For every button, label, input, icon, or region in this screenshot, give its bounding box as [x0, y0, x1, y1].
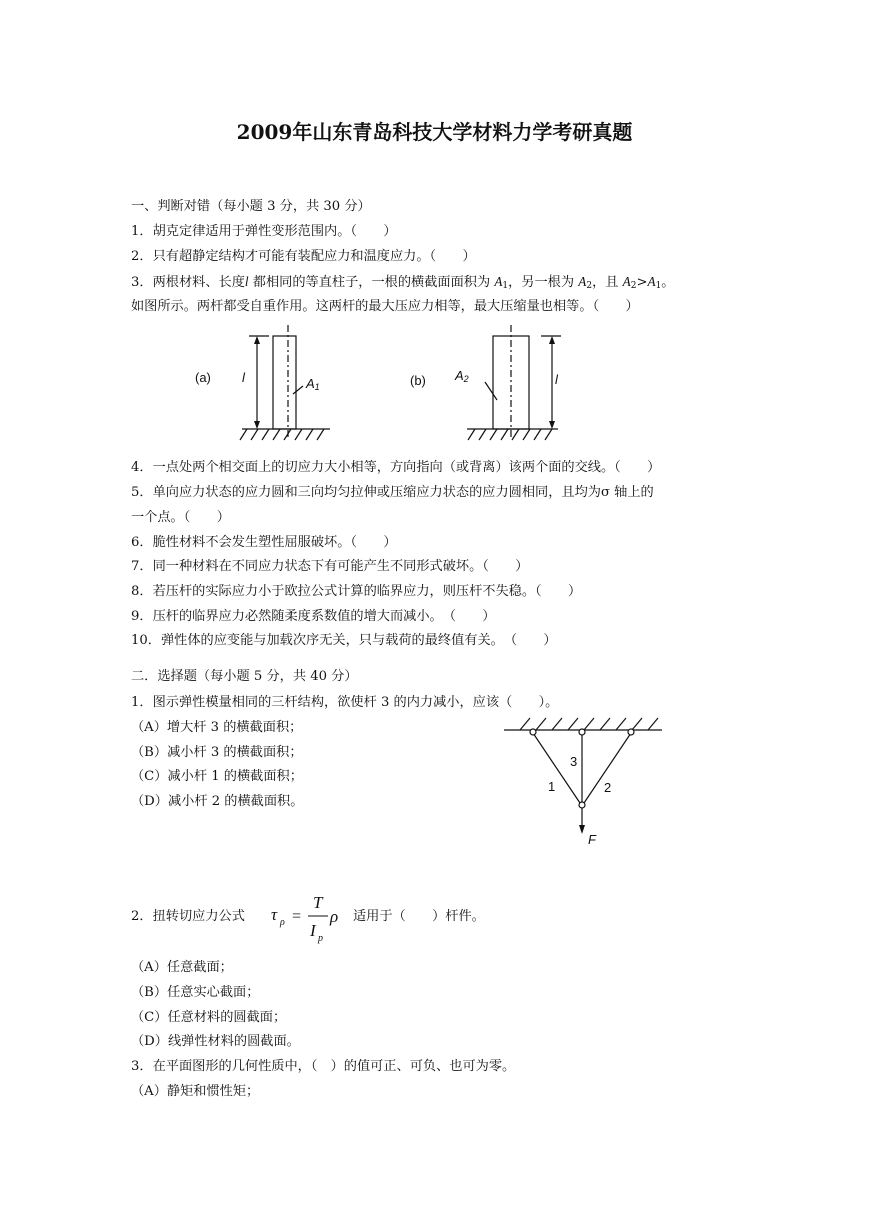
force-arrow-head	[579, 825, 585, 834]
s2-q1-option-c: （C）减小杆 1 的横截面积；	[131, 769, 303, 784]
s1-item-3-part5: ，且	[592, 275, 623, 290]
leader-a1	[293, 386, 303, 394]
formula-I: I	[310, 921, 316, 940]
s1-item-3-A1b-sub: 1	[655, 281, 662, 291]
column-a	[273, 336, 296, 429]
s1-item-3	[131, 273, 674, 295]
s2-q3: 3．在平面图形的几何性质中，（ ）的值可正、可负、也可为零。	[131, 1059, 516, 1074]
label-a: (a)	[195, 370, 211, 385]
s1-item-3-cont: 如图所示。两杆都受自重作用。这两杆的最大压应力相等，最大压缩量也相等。（ ）	[131, 299, 639, 314]
s2-q1: 1．图示弹性模量相同的三杆结构，欲使杆 3 的内力减小，应该（ ）。	[131, 695, 559, 710]
figure-columns	[185, 322, 565, 447]
s1-item-4: 4．一点处两个相交面上的切应力大小相等，方向指向（或背离）该两个面的交线。（ ）	[131, 460, 661, 475]
s2-q2-before: 2．扭转切应力公式	[131, 909, 245, 924]
s1-item-3-A2b-sub: 2	[630, 281, 637, 291]
s1-item-3-part3: 都相同的等直柱子，一根的横截面面积为	[248, 275, 495, 290]
area-a1: A1	[306, 376, 320, 392]
s2-q1-option-b: （B）减小杆 3 的横截面积；	[131, 745, 303, 760]
section2-header: 二．选择题（每小题 5 分，共 40 分）	[131, 669, 358, 684]
s1-item-3-A1b: A	[647, 274, 656, 289]
s1-item-3-A2: A	[578, 274, 587, 289]
s1-item-6: 6．脆性材料不会发生塑性屈服破坏。（ ）	[131, 535, 397, 550]
pin-left	[530, 729, 536, 735]
formula-tau-sub: ρ	[280, 917, 285, 928]
s1-item-3-A1-sub: 1	[502, 281, 509, 291]
s1-item-3-gt: >	[636, 275, 648, 290]
formula-rho: ρ	[330, 907, 339, 926]
s1-item-3-A1: A	[494, 274, 503, 289]
formula-eq: =	[292, 908, 302, 925]
label-b: (b)	[410, 373, 426, 388]
s2-q2-option-c: （C）任意材料的圆截面；	[131, 1010, 287, 1025]
s1-item-3-part1: 3．两根材料、长度	[131, 275, 245, 290]
length-a: l	[242, 370, 245, 385]
ceiling-hatch	[520, 718, 658, 730]
s2-q1-option-a: （A）增大杆 3 的横截面积；	[131, 720, 303, 735]
formula-T: T	[313, 893, 323, 912]
page-title: 2009年山东青岛科技大学材料力学考研真题	[236, 120, 633, 144]
s1-item-3-A2b: A	[622, 274, 631, 289]
leader-a2	[485, 382, 497, 400]
s2-q2-option-b: （B）任意实心截面；	[131, 985, 260, 1000]
s1-item-10: 10．弹性体的应变能与加载次序无关，只与载荷的最终值有关。 （ ）	[131, 633, 557, 648]
ground-a-hatch	[240, 429, 324, 440]
formula-tau: τ	[271, 905, 278, 924]
ground-b-hatch	[468, 429, 552, 440]
pin-joint	[579, 802, 585, 808]
s1-item-9: 9．压杆的临界应力必然随柔度系数值的增大而减小。 （ ）	[131, 609, 496, 624]
formula-I-sub: p	[318, 933, 323, 944]
s1-item-7: 7．同一种材料在不同应力状态下有可能产生不同形式破坏。（ ）	[131, 559, 529, 574]
s1-item-3-end: 。	[661, 275, 675, 290]
dim-arrows	[254, 336, 555, 429]
s1-item-8: 8．若压杆的实际应力小于欧拉公式计算的临界应力，则压杆不失稳。（ ）	[131, 584, 582, 599]
force-label: F	[588, 832, 596, 847]
s1-item-3-l: l	[244, 274, 249, 289]
pin-right	[628, 729, 634, 735]
s1-item-3-part4: ，另一根为	[508, 275, 579, 290]
section1-header: 一、判断对错（每小题 3 分，共 30 分）	[131, 199, 371, 214]
s2-q3-option-a: （A）静矩和惯性矩；	[131, 1084, 260, 1099]
s2-q2-option-a: （A）任意截面；	[131, 960, 233, 975]
torsion-formula	[266, 890, 350, 946]
s1-item-1: 1．胡克定律适用于弹性变形范围内。（ ）	[131, 224, 397, 239]
s2-q2-after: 适用于（ ）杆件。	[353, 909, 485, 924]
s1-item-3-A2-sub: 2	[586, 281, 593, 291]
s2-q1-option-d: （D）减小杆 2 的横截面积。	[131, 794, 304, 809]
area-a2: A2	[455, 368, 469, 384]
pin-middle	[579, 729, 585, 735]
s2-q2-option-d: （D）线弹性材料的圆截面。	[131, 1034, 300, 1049]
s1-item-5: 5．单向应力状态的应力圆和三向均匀拉伸或压缩应力状态的应力圆相同，且均为σ 轴上的	[131, 485, 654, 500]
bar-3-label: 3	[570, 754, 578, 769]
s1-item-2: 2．只有超静定结构才可能有装配应力和温度应力。（ ）	[131, 249, 476, 264]
length-b: l	[555, 372, 558, 387]
bar-2-label: 2	[604, 780, 612, 795]
bar-1-label: 1	[548, 779, 556, 794]
s1-item-5-cont: 一个点。（ ）	[131, 510, 230, 525]
figure-three-bar-truss	[500, 712, 670, 852]
